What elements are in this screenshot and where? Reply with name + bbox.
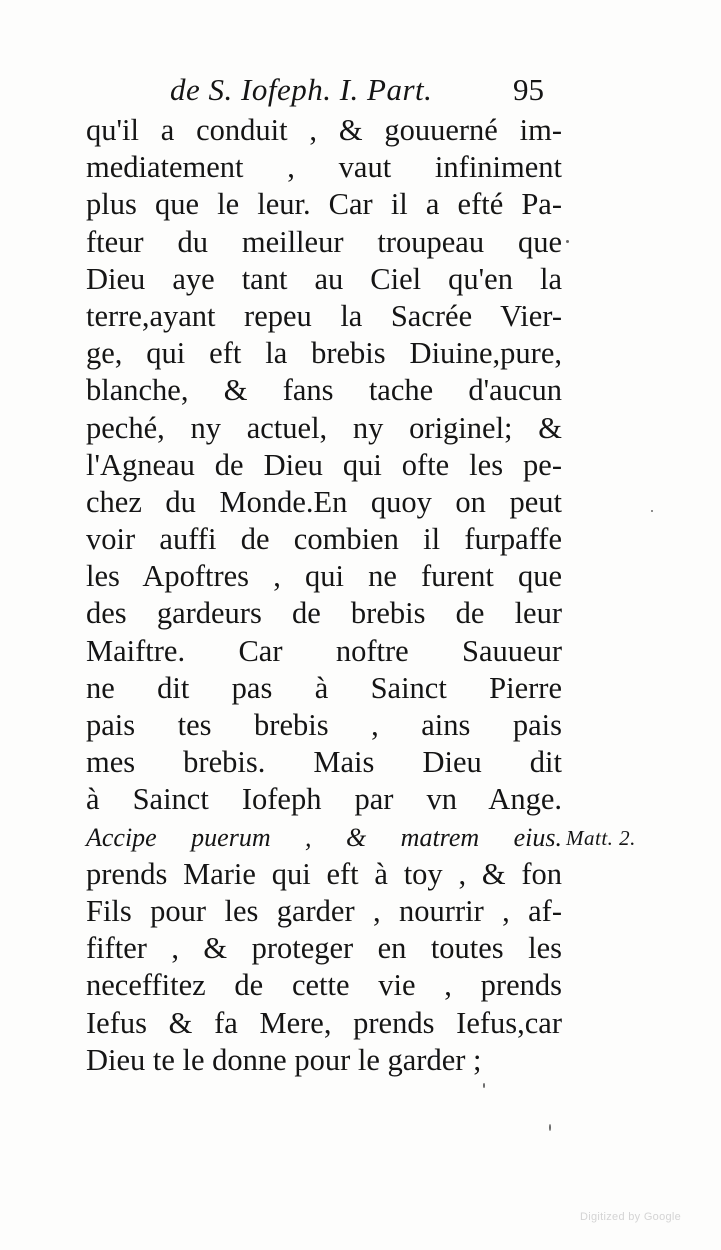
text-line: blanche, & fans tache d'aucun	[86, 373, 562, 408]
text-line: peché, ny actuel, ny originel; &	[86, 410, 562, 445]
text-line: terre,ayant repeu la Sacrée Vier-	[86, 298, 562, 333]
page-number: 95	[513, 72, 544, 107]
text-line: fifter , & proteger en toutes les	[86, 931, 562, 966]
text-line: plus que le leur. Car il a efté Pa-	[86, 187, 562, 222]
text-line: mes brebis. Mais Dieu dit	[86, 745, 562, 780]
text-line: l'Agneau de Dieu qui ofte les pe-	[86, 447, 562, 482]
text-line: ge, qui eft la brebis Diuine,pure,	[86, 336, 562, 371]
text-line: ne dit pas à Sainct Pierre	[86, 670, 562, 705]
watermark: Digitized by Google	[580, 1211, 682, 1223]
ink-speck	[549, 1124, 551, 1131]
text-line: Iefus & fa Mere, prends Iefus,car	[86, 1005, 562, 1040]
margin-note: Matt. 2.	[566, 826, 636, 850]
text-line: chez du Monde.En quoy on peut	[86, 484, 562, 519]
text-line: Dieu te le donne pour le garder ;	[86, 1042, 482, 1077]
text-line: des gardeurs de brebis de leur	[86, 596, 562, 631]
text-line: prends Marie qui eft à toy , & fon	[86, 856, 562, 891]
text-line: neceffitez de cette vie , prends	[86, 968, 562, 1003]
ink-speck	[566, 240, 569, 243]
text-line: qu'il a conduit , & gouuerné im-	[86, 113, 562, 147]
body-text	[86, 112, 562, 1079]
running-title: de S. Iofeph. I. Part.	[170, 72, 433, 107]
text-line: Dieu aye tant au Ciel qu'en la	[86, 261, 562, 296]
text-line: à Sainct Iofeph par vn Ange.	[86, 782, 562, 817]
text-line: mediatement , vaut infiniment	[86, 150, 562, 185]
ink-speck	[483, 1083, 485, 1088]
running-head	[170, 72, 570, 112]
text-line: Fils pour les garder , nourrir , af-	[86, 893, 562, 928]
text-line: Maiftre. Car noftre Sauueur	[86, 633, 562, 668]
latin-quotation-line: Accipe puerum , & matrem eius.	[86, 822, 562, 852]
text-line: pais tes brebis , ains pais	[86, 708, 562, 742]
text-line: fteur du meilleur troupeau que	[86, 224, 562, 259]
ink-speck	[651, 510, 653, 512]
text-line: voir auffi de combien il furpaffe	[86, 522, 562, 557]
text-line: les Apoftres , qui ne furent que	[86, 559, 562, 594]
